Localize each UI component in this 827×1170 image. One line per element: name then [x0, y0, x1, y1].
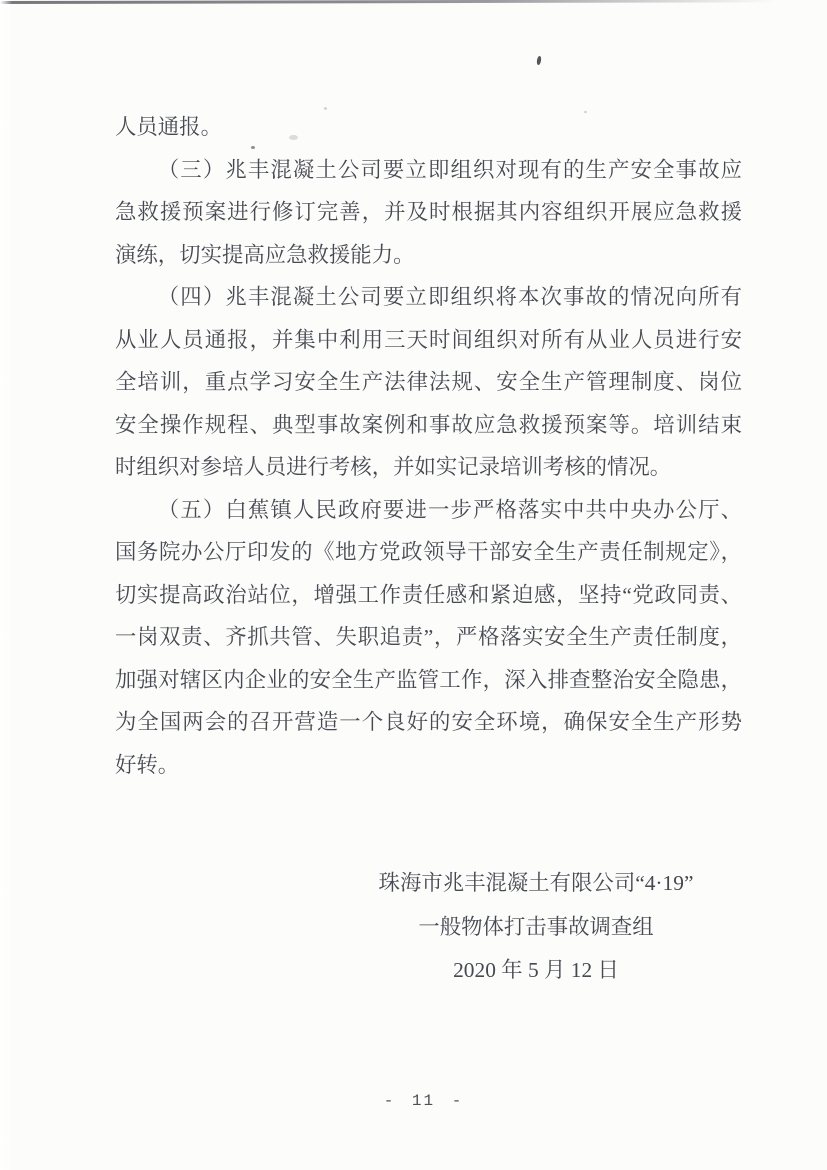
- page-number: - 11 -: [383, 1092, 464, 1110]
- signature-line: 2020 年 5 月 12 日: [453, 958, 619, 982]
- text-line: 全培训，重点学习安全生产法律法规、安全生产管理制度、岗位: [115, 370, 742, 394]
- text-line: （三）兆丰混凝土公司要立即组织对现有的生产安全事故应: [157, 157, 742, 182]
- scan-edge-left: [0, 0, 12, 1170]
- text-line: 安全操作规程、典型事故案例和事故应急救援预案等。培训结束: [115, 412, 742, 437]
- scan-edge-top: [0, 0, 792, 4]
- text-line: 加强对辖区内企业的安全生产监管工作，深入排查整治安全隐患，: [115, 667, 742, 692]
- text-line: 国务院办公厅印发的《地方党政领导干部安全生产责任制规定》，: [115, 540, 742, 564]
- text-line: 切实提高政治站位，增强工作责任感和紧迫感，坚持“党政同责、: [115, 582, 742, 607]
- text-line: （四）兆丰混凝土公司要立即组织将本次事故的情况向所有: [157, 285, 742, 309]
- text-line: 好转。: [115, 752, 180, 777]
- document-body-text: [115, 106, 742, 786]
- text-line: 为全国两会的召开营造一个良好的安全环境，确保安全生产形势: [115, 710, 742, 734]
- ink-speck: [536, 56, 541, 66]
- text-line: 一岗双责、齐抓共管、失职追责”，严格落实安全生产责任制度，: [115, 625, 742, 649]
- text-line: 急救援预案进行修订完善，并及时根据其内容组织开展应急救援: [115, 200, 742, 224]
- text-line: 时组织对参培人员进行考核，并如实记录培训考核的情况。: [115, 455, 672, 479]
- signature-line: 一般物体打击事故调查组: [418, 914, 654, 939]
- signature-block: [330, 862, 742, 993]
- text-line: 演练，切实提高应急救援能力。: [115, 242, 415, 267]
- text-line: （五）白蕉镇人民政府要进一步严格落实中共中央办公厅、: [157, 497, 742, 522]
- text-line: 人员通报。: [115, 115, 222, 139]
- text-line: 从业人员通报，并集中利用三天时间组织对所有从业人员进行安: [115, 327, 742, 352]
- signature-line: 珠海市兆丰混凝土有限公司“4·19”: [378, 871, 694, 895]
